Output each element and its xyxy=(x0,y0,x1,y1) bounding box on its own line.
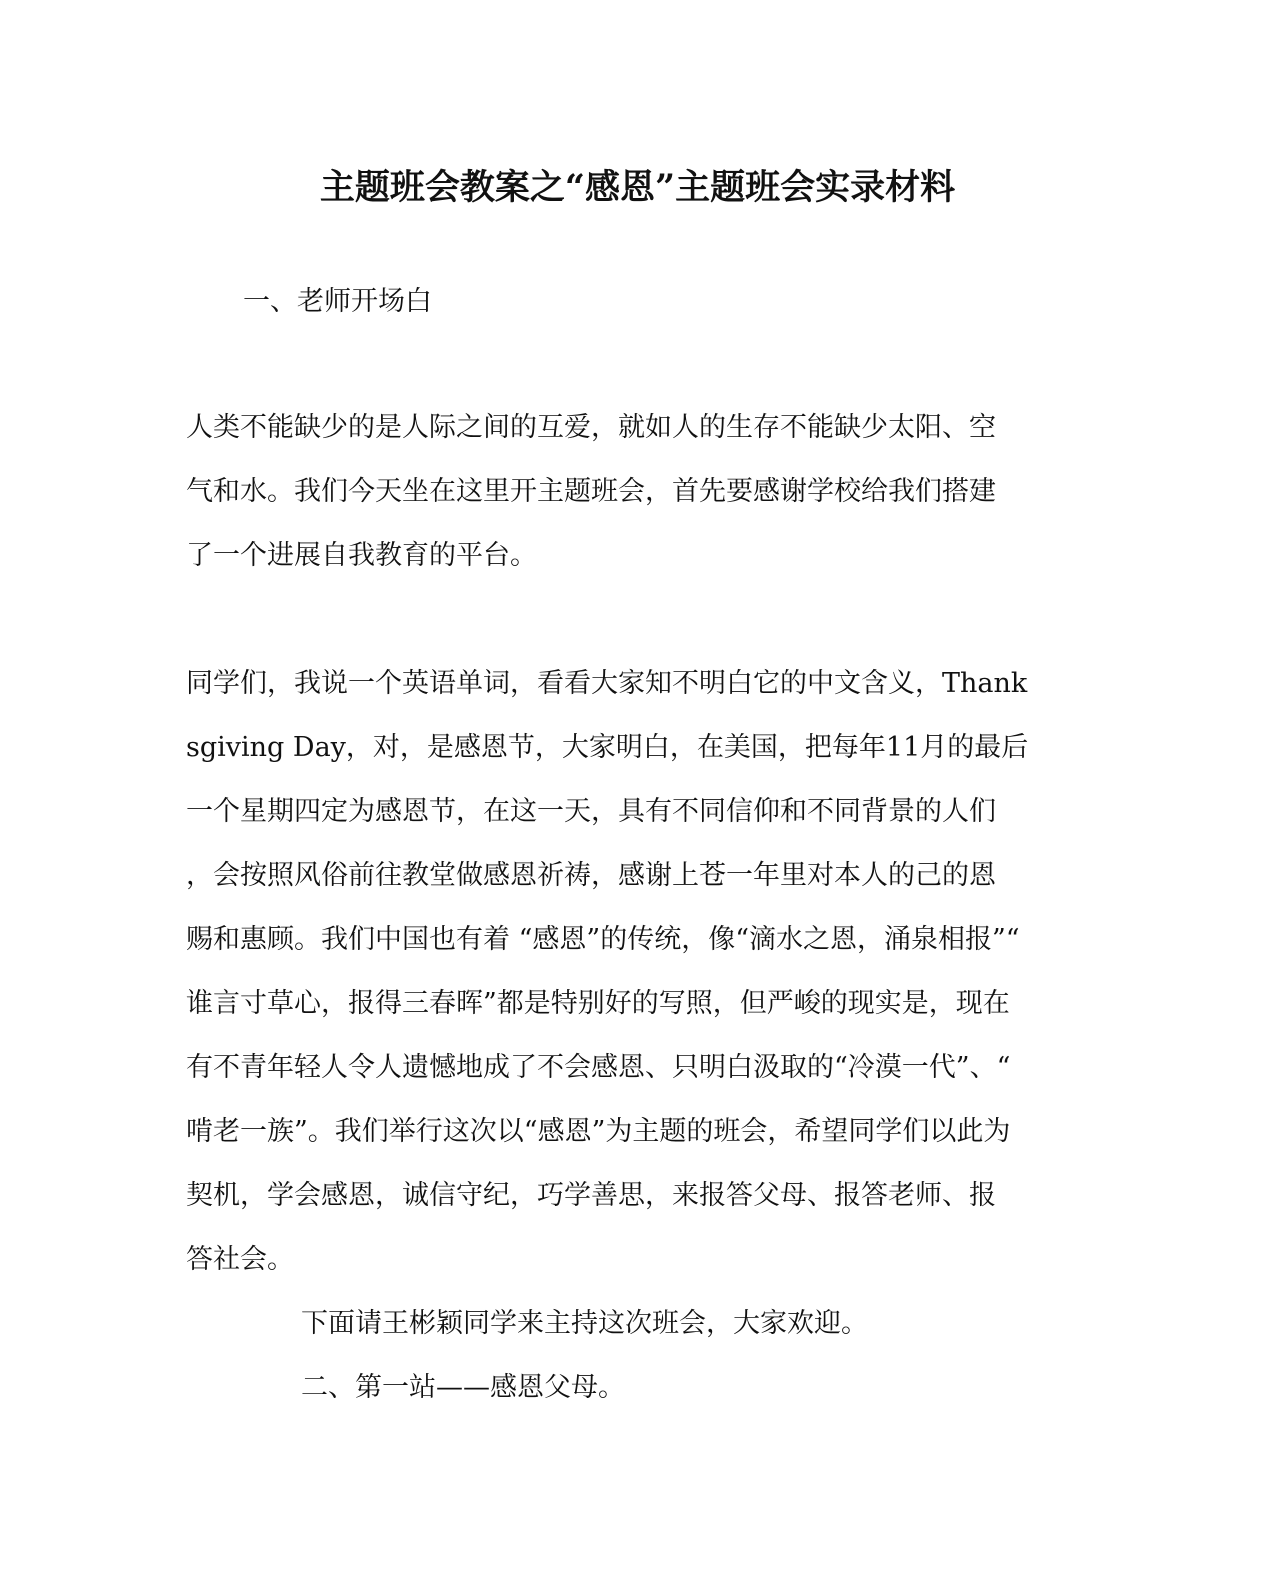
paragraph-line: 同学们，我说一个英语单词，看看大家知不明白它的中文含义，Thank xyxy=(186,668,1028,699)
document-title: 主题班会教案之“感恩”主题班会实录材料 xyxy=(319,167,956,208)
section-heading-opening-remarks: 一、老师开场白 xyxy=(243,286,432,317)
paragraph-line: 谁言寸草心，报得三春晖”都是特别好的写照，但严峻的现实是，现在 xyxy=(186,988,1010,1019)
paragraph-line: 赐和惠顾。我们中国也有着 “感恩”的传统，像“滴水之恩，涌泉相报”“ xyxy=(186,924,1020,955)
paragraph-intro xyxy=(186,396,1066,588)
paragraph-line: 了一个进展自我教育的平台。 xyxy=(186,540,537,571)
paragraph-line: 人类不能缺少的是人际之间的互爱，就如人的生存不能缺少太阳、空 xyxy=(186,412,996,443)
section-heading-thank-parents: 二、第一站——感恩父母。 xyxy=(301,1372,625,1403)
paragraph-line: 气和水。我们今天坐在这里开主题班会，首先要感谢学校给我们搭建 xyxy=(186,476,996,507)
paragraph-line: sgiving Day，对，是感恩节，大家明白，在美国，把每年11月的最后 xyxy=(186,732,1029,763)
paragraph-line: 契机，学会感恩，诚信守纪，巧学善思，来报答父母、报答老师、报 xyxy=(186,1180,996,1211)
paragraph-line: ，会按照风俗前往教堂做感恩祈祷，感谢上苍一年里对本人的己的恩 xyxy=(186,860,996,891)
welcome-line: 下面请王彬颖同学来主持这次班会，大家欢迎。 xyxy=(301,1308,868,1339)
paragraph-line: 一个星期四定为感恩节，在这一天，具有不同信仰和不同背景的人们 xyxy=(186,796,996,827)
paragraph-line: 有不青年轻人令人遗憾地成了不会感恩、只明白汲取的“冷漠一代”、“ xyxy=(186,1052,1011,1083)
paragraph-line: 答社会。 xyxy=(186,1244,294,1275)
paragraph-line: 啃老一族”。我们举行这次以“感恩”为主题的班会，希望同学们以此为 xyxy=(186,1116,1011,1147)
paragraph-thanksgiving xyxy=(186,652,1066,1292)
